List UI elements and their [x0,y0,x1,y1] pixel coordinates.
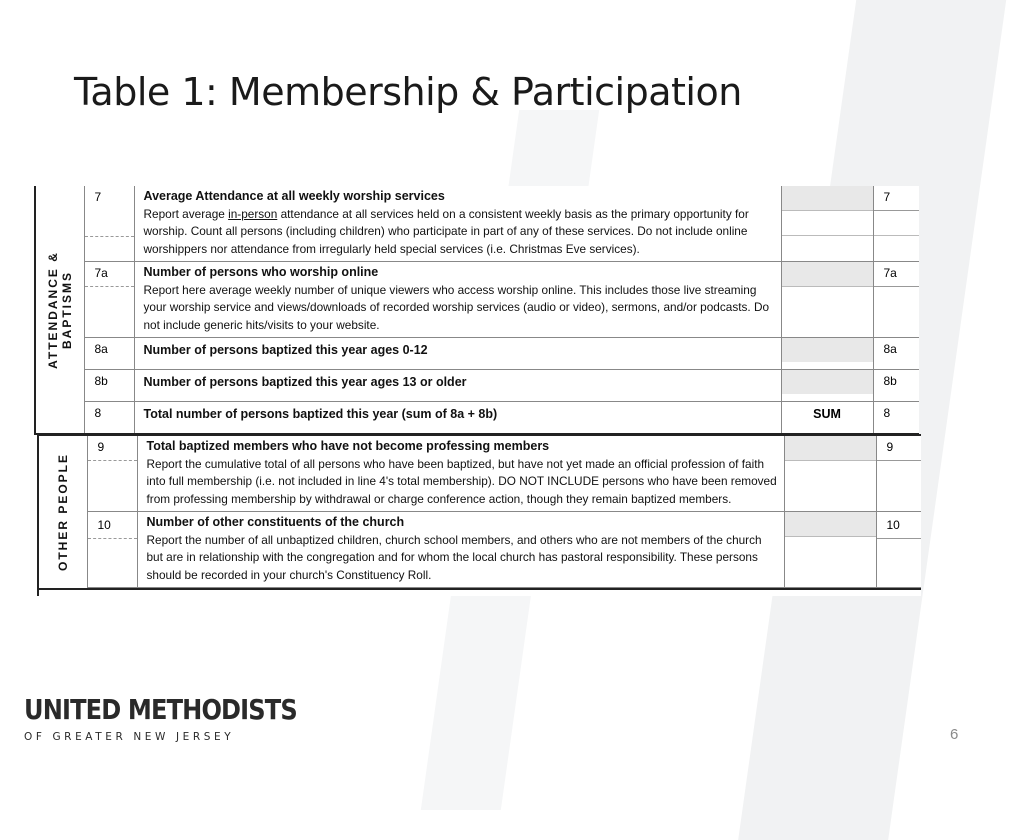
line-number: 10 [87,512,137,588]
line-description: Number of persons baptized this year ages 13 or older [134,370,781,402]
line-description: Number of other constituents of the church Report the number of all unbaptized children, church school members, and others who are not members of the church but are in relationship with the congregation and for whom the local church has pastoral responsibility. These persons should be recorded in your church's Constituency Roll. [137,512,784,588]
table-row [36,338,919,370]
table-row [36,370,919,402]
table-row [36,402,919,434]
line-description: Number of persons baptized this year ages 0-12 [134,338,781,370]
table-row [39,512,921,588]
line-description: Average Attendance at all weekly worship services Report average in-person attendance at all services held on a consistent weekly basis as the primary opportunity for worship. Count all persons (including children) who participate in part of any of these services. Do not include online worshippers nor attendance from irregularly held special services (i.e. Christmas Eve services). [134,186,781,262]
section-side-label-cell [39,436,87,588]
line-code: 8 [883,406,891,420]
entry-field[interactable] [781,262,873,338]
entry-field[interactable] [781,338,873,370]
page-number: 6 [950,726,959,743]
entry-field[interactable] [781,186,873,262]
section-side-label-cell [36,186,84,433]
sum-cell: SUM [781,402,873,434]
line-code: 8b [873,370,919,402]
entry-field[interactable] [781,370,873,402]
line-number: 8 [84,402,134,434]
line-code: 7a [873,262,919,338]
line-code: 9 [876,436,921,512]
attendance-baptisms-table [34,186,919,435]
line-code: 10 [876,512,921,588]
line-number: 7 [84,186,134,262]
entry-field[interactable] [784,512,876,588]
line-code: 7 [873,186,919,262]
entry-field[interactable] [784,436,876,512]
line-number: 9 [87,436,137,512]
section-side-label: OTHER PEOPLE [55,452,70,571]
line-description: Total baptized members who have not become professing members Report the cumulative total of all persons who have been baptized, but have not yet made an official profession of faith into full membership (i.e. not included in line 4's total membership). DO NOT INCLUDE persons who have been removed from professing membership by withdrawal or charge conference action, though they remain baptized members. [137,436,784,512]
line-code: 8a [873,338,919,370]
slide-title: Table 1: Membership & Participation [74,70,742,114]
line-description: Total number of persons baptized this year (sum of 8a + 8b) [134,402,781,434]
line-description: Number of persons who worship online Report here average weekly number of unique viewers who access worship online. This includes those live streaming your worship service and views/downloads of recorded worship services (audio or video), sermons, and/or podcasts. Do not include generic hits/visits to your website. [134,262,781,338]
table-row [36,262,919,338]
table-row [36,186,919,262]
logo-tagline: OF GREATER NEW JERSEY [24,731,235,743]
logo-wordmark: UNITED METHODISTS [24,693,297,726]
table-row [39,436,921,512]
other-people-table [37,434,921,596]
line-number: 8b [84,370,134,402]
line-number: 8a [84,338,134,370]
section-side-label: ATTENDANCE & BAPTISMS [45,250,74,369]
line-number: 7a [84,262,134,338]
